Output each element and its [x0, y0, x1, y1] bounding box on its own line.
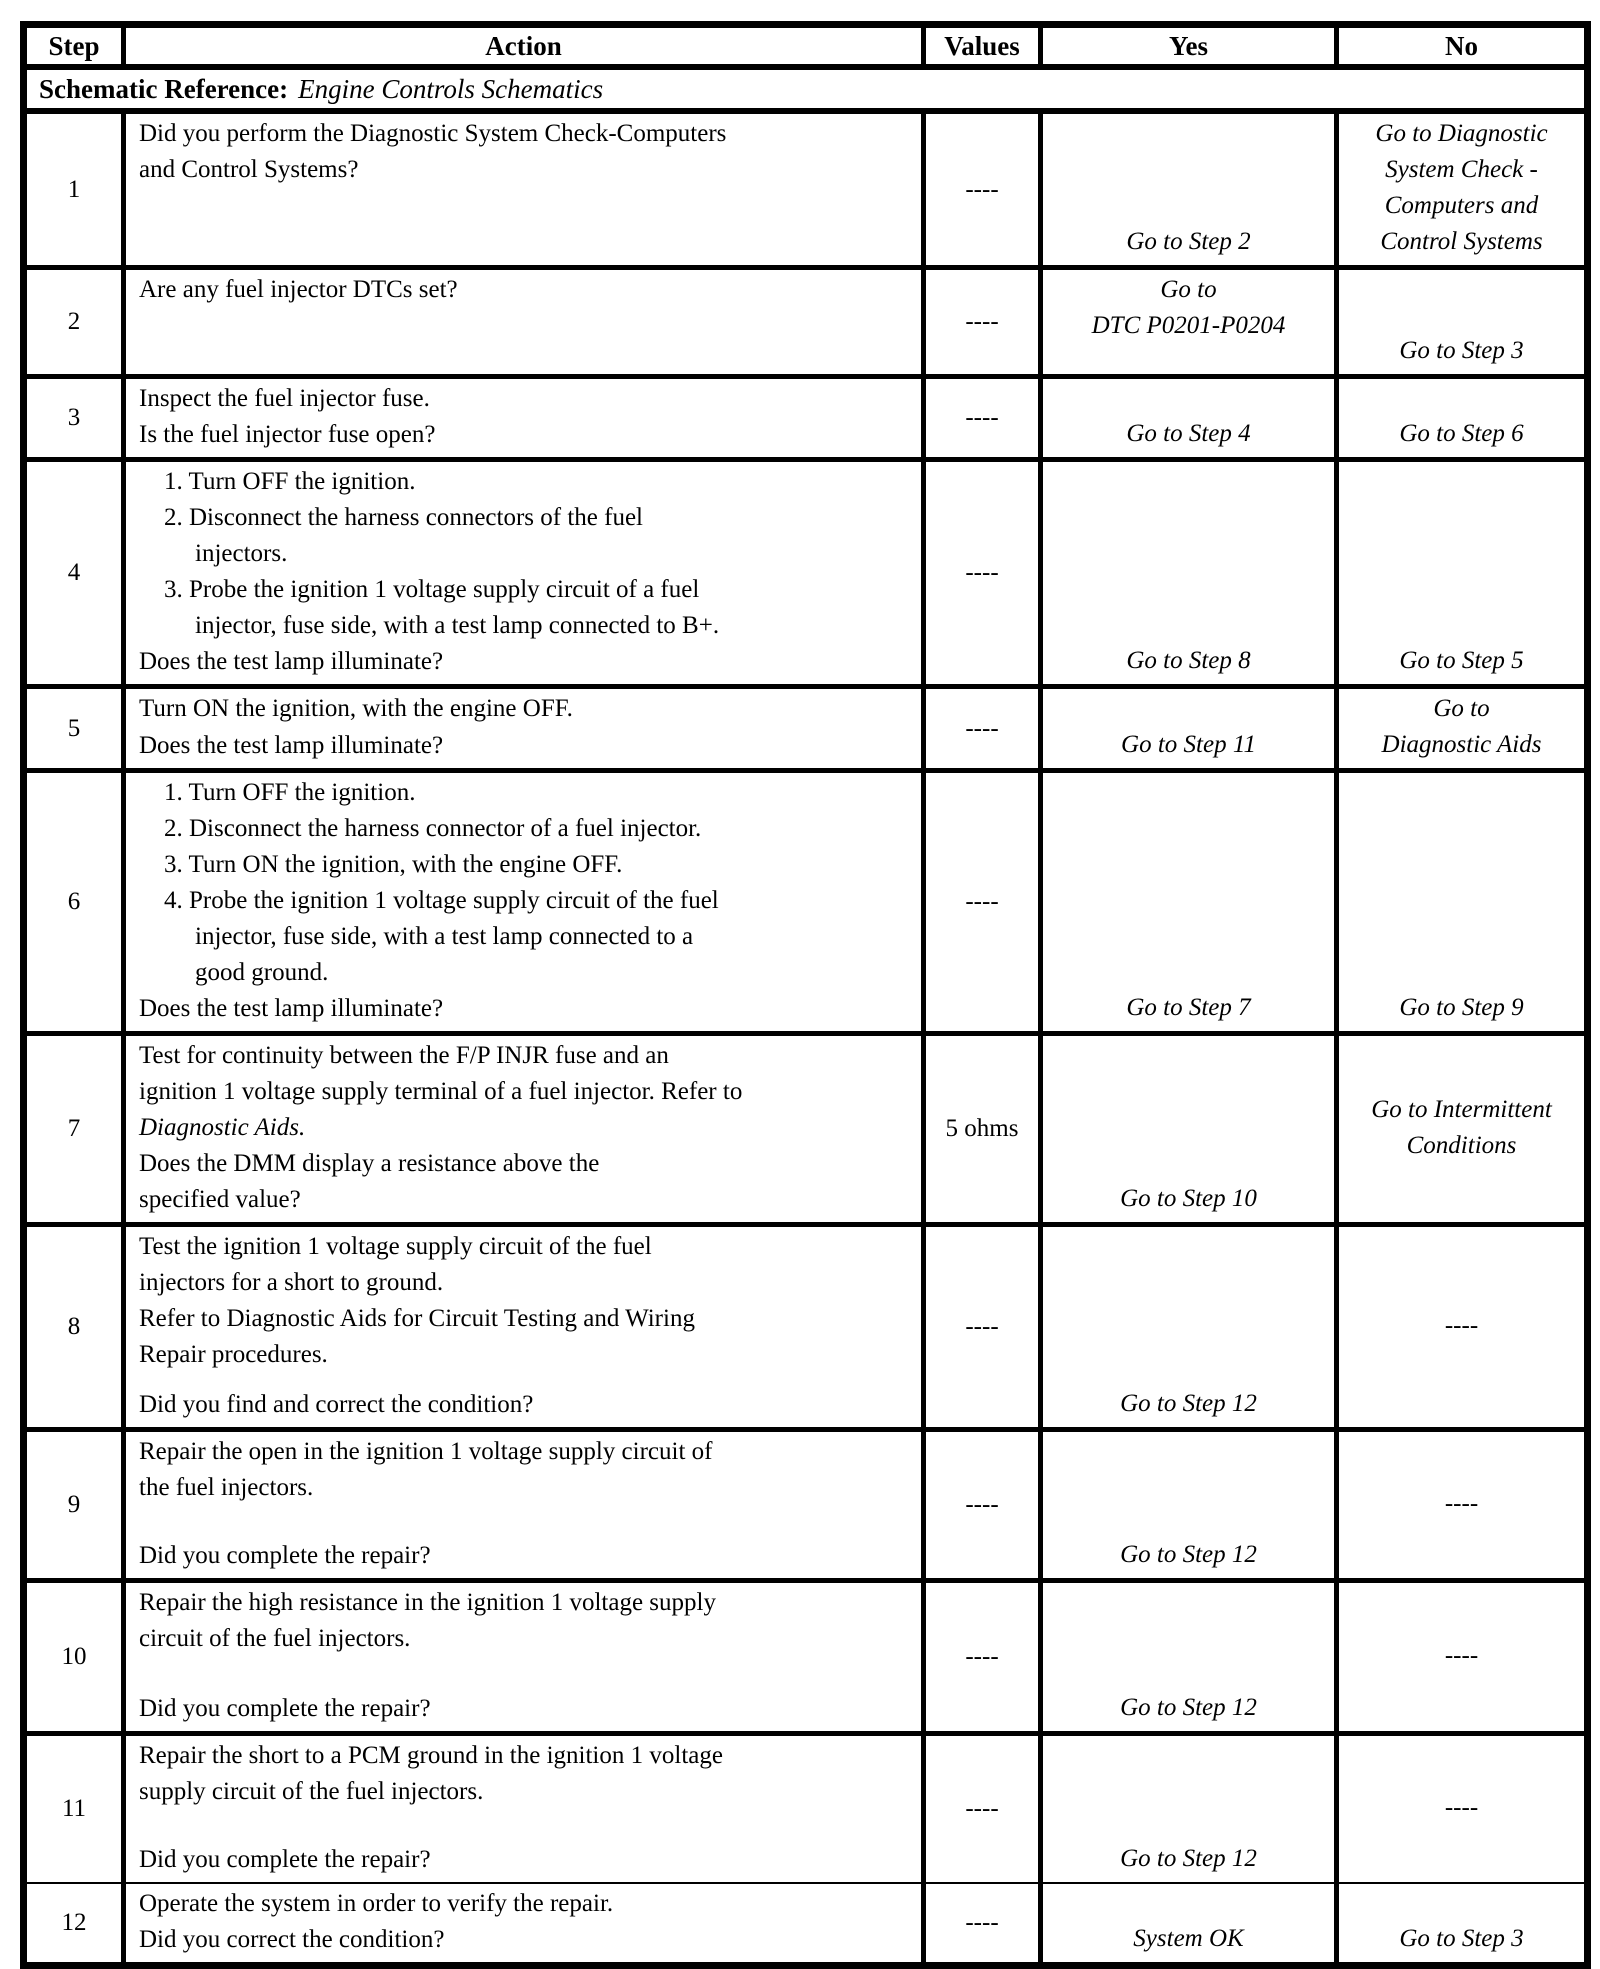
values-cell: ----	[926, 1583, 1043, 1731]
yes-cell	[1043, 1432, 1339, 1578]
action-line: injectors.	[195, 540, 288, 567]
schematic-reference-row	[27, 70, 1584, 114]
table-row-step-1	[27, 114, 1584, 270]
step-cell: 2	[27, 270, 126, 374]
yes-cell	[1043, 1583, 1339, 1731]
no-cell	[1339, 379, 1584, 457]
yes-cell-line: Go to Step 4	[1126, 420, 1251, 447]
no-cell	[1339, 1736, 1584, 1882]
no-cell-line: System Check -	[1385, 156, 1538, 183]
action-line: Diagnostic Aids.	[139, 1114, 306, 1141]
yes-cell-line: Go to Step 12	[1120, 1694, 1257, 1721]
yes-cell	[1043, 462, 1339, 684]
values-cell: ----	[926, 689, 1043, 768]
action-line: Repair procedures.	[139, 1341, 328, 1368]
no-cell-line: Conditions	[1406, 1131, 1517, 1159]
yes-cell	[1043, 1227, 1339, 1427]
values-cell: ----	[926, 773, 1043, 1031]
no-cell-line: Diagnostic Aids	[1381, 731, 1542, 758]
yes-cell-line: Go to Step 12	[1120, 1845, 1257, 1872]
action-cell	[126, 773, 926, 1031]
header-no: No	[1445, 30, 1478, 61]
action-line: Repair the high resistance in the ignition 1 voltage supply	[139, 1589, 716, 1616]
action-question: Did you complete the repair?	[139, 1846, 431, 1873]
action-line: Operate the system in order to verify the repair.	[139, 1890, 614, 1917]
table-row-step-8	[27, 1227, 1584, 1432]
action-line: specified value?	[139, 1186, 301, 1213]
no-cell-line: Go to Step 5	[1399, 647, 1524, 674]
table-body	[27, 114, 1584, 1962]
action-question: Does the test lamp illuminate?	[139, 648, 444, 675]
header-yes: Yes	[1043, 28, 1339, 64]
action-cell	[126, 1227, 926, 1427]
table-row-step-11	[27, 1736, 1584, 1884]
header-action: Action	[126, 28, 926, 64]
action-line: Turn ON the ignition, with the engine OFF.	[139, 695, 573, 722]
table-row-step-7	[27, 1036, 1584, 1227]
step-cell: 8	[27, 1227, 126, 1427]
yes-cell-line: Go to Step 8	[1126, 647, 1251, 674]
action-line: Test for continuity between the F/P INJR fuse and an	[139, 1042, 669, 1069]
no-cell	[1339, 773, 1584, 1031]
yes-cell	[1043, 773, 1339, 1031]
no-cell-line: Go to Intermittent	[1371, 1095, 1552, 1123]
action-cell	[126, 270, 926, 374]
no-cell-line: ----	[1444, 1641, 1479, 1669]
yes-cell	[1043, 1884, 1339, 1962]
yes-cell	[1043, 689, 1339, 768]
step-cell: 6	[27, 773, 126, 1031]
values-cell: ----	[926, 1736, 1043, 1882]
action-cell	[126, 1884, 926, 1962]
step-cell: 5	[27, 689, 126, 768]
no-cell-line: Go to Step 6	[1399, 420, 1524, 447]
header-values: Values	[926, 28, 1043, 64]
values-cell: ----	[926, 114, 1043, 265]
values-cell: ----	[926, 270, 1043, 374]
step-cell: 12	[27, 1884, 126, 1962]
yes-cell	[1043, 1736, 1339, 1882]
table-row-step-3	[27, 379, 1584, 462]
table-row-step-2	[27, 270, 1584, 379]
yes-cell-line: DTC P0201-P0204	[1091, 312, 1286, 339]
no-cell	[1339, 1583, 1584, 1731]
action-line: 3. Turn ON the ignition, with the engine OFF.	[164, 851, 623, 878]
no-cell-line: Go to Step 3	[1399, 337, 1524, 364]
values-cell: 5 ohms	[926, 1036, 1043, 1222]
action-line: Repair the short to a PCM ground in the ignition 1 voltage	[139, 1742, 723, 1769]
no-cell-line: ----	[1444, 1311, 1479, 1339]
action-question: Does the test lamp illuminate?	[139, 732, 444, 759]
step-cell: 11	[27, 1736, 126, 1882]
yes-cell	[1043, 379, 1339, 457]
header-step: Step	[27, 28, 126, 64]
yes-cell	[1043, 270, 1339, 374]
table-row-step-9	[27, 1432, 1584, 1583]
action-cell	[126, 462, 926, 684]
yes-cell-line: System OK	[1133, 1925, 1244, 1952]
no-cell-line: ----	[1444, 1489, 1479, 1517]
action-question: Does the test lamp illuminate?	[139, 995, 444, 1022]
yes-cell-line: Go to Step 7	[1126, 994, 1251, 1021]
action-line: ignition 1 voltage supply terminal of a fuel injector. Refer to	[139, 1078, 743, 1105]
step-cell: 10	[27, 1583, 126, 1731]
yes-cell-line: Go to Step 12	[1120, 1390, 1257, 1417]
action-cell	[126, 379, 926, 457]
step-cell: 4	[27, 462, 126, 684]
yes-cell-line: Go to Step 11	[1121, 731, 1256, 758]
action-line: 1. Turn OFF the ignition.	[164, 468, 416, 495]
table-row-step-12	[27, 1884, 1584, 1962]
values-cell: ----	[926, 1432, 1043, 1578]
action-line: 2. Disconnect the harness connectors of the fuel	[164, 504, 644, 531]
action-line: good ground.	[195, 959, 329, 986]
action-question: Did you complete the repair?	[139, 1695, 431, 1722]
action-line: supply circuit of the fuel injectors.	[139, 1778, 484, 1805]
action-line: 1. Turn OFF the ignition.	[164, 779, 416, 806]
values-cell: ----	[926, 1884, 1043, 1962]
action-cell	[126, 689, 926, 768]
table-row-step-5	[27, 689, 1584, 773]
action-line: Does the DMM display a resistance above the	[139, 1150, 600, 1177]
table-row-step-6	[27, 773, 1584, 1036]
action-cell	[126, 1036, 926, 1222]
no-cell-line: Computers and	[1384, 192, 1539, 219]
yes-cell	[1043, 114, 1339, 265]
yes-cell-line: Go to	[1160, 276, 1217, 303]
yes-cell-line: Go to Step 10	[1120, 1185, 1257, 1212]
no-cell-line: Go to Step 3	[1399, 1925, 1524, 1952]
no-cell	[1339, 689, 1584, 768]
no-cell	[1339, 462, 1584, 684]
action-question: Is the fuel injector fuse open?	[139, 421, 436, 448]
action-line: the fuel injectors.	[139, 1474, 314, 1501]
yes-cell-line: Go to Step 12	[1120, 1541, 1257, 1568]
values-cell: ----	[926, 1227, 1043, 1427]
no-cell	[1339, 1432, 1584, 1578]
step-cell: 7	[27, 1036, 126, 1222]
step-cell: 9	[27, 1432, 126, 1578]
action-question: Did you correct the condition?	[139, 1926, 445, 1953]
no-cell-line: Go to Diagnostic	[1375, 120, 1548, 147]
step-cell: 3	[27, 379, 126, 457]
action-cell	[126, 114, 926, 265]
no-cell	[1339, 1884, 1584, 1962]
action-line: injectors for a short to ground.	[139, 1269, 444, 1296]
action-line: 4. Probe the ignition 1 voltage supply circuit of the fuel	[164, 887, 719, 914]
action-line: 3. Probe the ignition 1 voltage supply circuit of a fuel	[164, 576, 700, 603]
action-line: Did you perform the Diagnostic System Check-Computers	[139, 120, 727, 147]
action-line: 2. Disconnect the harness connector of a fuel injector.	[164, 815, 702, 842]
no-cell-line: Go to Step 9	[1399, 994, 1524, 1021]
table-header-row	[27, 28, 1584, 70]
no-cell	[1339, 114, 1584, 265]
action-line: circuit of the fuel injectors.	[139, 1625, 411, 1652]
table-row-step-10	[27, 1583, 1584, 1736]
action-line: Inspect the fuel injector fuse.	[139, 385, 430, 412]
action-line: Repair the open in the ignition 1 voltage supply circuit of	[139, 1438, 713, 1465]
action-line: and Control Systems?	[139, 156, 359, 183]
no-cell-line: Control Systems	[1380, 228, 1543, 255]
schematic-reference-value: Engine Controls Schematics	[298, 73, 604, 104]
action-cell	[126, 1736, 926, 1882]
table-row-step-4	[27, 462, 1584, 689]
values-cell: ----	[926, 379, 1043, 457]
action-line: injector, fuse side, with a test lamp connected to B+.	[195, 612, 720, 639]
diagnostic-table	[20, 21, 1591, 1969]
step-cell: 1	[27, 114, 126, 265]
yes-cell-line: Go to Step 2	[1126, 228, 1251, 255]
action-line: Refer to Diagnostic Aids for Circuit Testing and Wiring	[139, 1305, 695, 1332]
no-cell	[1339, 270, 1584, 374]
action-line: Test the ignition 1 voltage supply circuit of the fuel	[139, 1233, 652, 1260]
action-cell	[126, 1583, 926, 1731]
action-question: Did you complete the repair?	[139, 1542, 431, 1569]
no-cell	[1339, 1036, 1584, 1222]
no-cell-line: Go to	[1433, 695, 1490, 722]
action-question: Did you find and correct the condition?	[139, 1391, 534, 1418]
action-line: Are any fuel injector DTCs set?	[139, 276, 458, 303]
no-cell-line: ----	[1444, 1793, 1479, 1821]
schematic-reference-label: Schematic Reference:	[39, 73, 289, 104]
action-cell	[126, 1432, 926, 1578]
no-cell	[1339, 1227, 1584, 1427]
yes-cell	[1043, 1036, 1339, 1222]
values-cell: ----	[926, 462, 1043, 684]
action-line: injector, fuse side, with a test lamp connected to a	[195, 923, 694, 950]
